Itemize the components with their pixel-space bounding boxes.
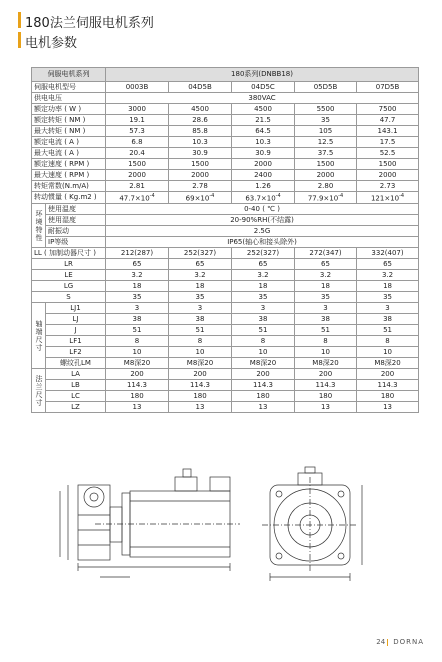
value-cell: 21.5 — [232, 115, 295, 126]
inertia-base: 77.9×10 — [307, 194, 339, 203]
row-label: 额定转矩 ( NM ) — [32, 115, 106, 126]
table-row — [32, 126, 419, 137]
value-cell: 38 — [106, 314, 169, 325]
table-row — [32, 248, 419, 259]
env-value-cell: 20-90%RH(不结露) — [106, 215, 419, 226]
value-cell: 3.2 — [295, 270, 357, 281]
value-cell: 8 — [295, 336, 357, 347]
value-cell: 114.3 — [232, 380, 295, 391]
table-row — [32, 137, 419, 148]
value-cell: 3 — [169, 303, 232, 314]
value-cell: 65 — [106, 259, 169, 270]
table-row — [32, 181, 419, 192]
value-cell: 35 — [106, 292, 169, 303]
value-cell: 57.3 — [106, 126, 169, 137]
row-label: LC — [46, 391, 106, 402]
value-cell: 18 — [106, 281, 169, 292]
value-cell: 1.26 — [232, 181, 295, 192]
inertia-exponent: -4 — [275, 193, 281, 199]
value-cell: 85.8 — [169, 126, 232, 137]
inertia-cell — [295, 192, 357, 204]
value-cell: 2000 — [357, 170, 419, 181]
value-cell: 64.5 — [232, 126, 295, 137]
row-label: 伺服电机型号 — [32, 82, 106, 93]
value-cell: 38 — [357, 314, 419, 325]
value-cell: 180 — [106, 391, 169, 402]
model-cell: 05D5B — [295, 82, 357, 93]
value-cell: 252(327) — [169, 248, 232, 259]
value-cell: 105 — [295, 126, 357, 137]
value-cell: 252(327) — [232, 248, 295, 259]
row-label: LG — [32, 281, 106, 292]
value-cell: 13 — [169, 402, 232, 413]
value-cell: 1500 — [295, 159, 357, 170]
value-cell: 65 — [295, 259, 357, 270]
value-cell: 200 — [357, 369, 419, 380]
row-label: LF1 — [46, 336, 106, 347]
table-row — [32, 369, 419, 380]
value-cell: 18 — [357, 281, 419, 292]
value-cell: 38 — [169, 314, 232, 325]
side-view — [60, 469, 240, 577]
value-cell: 35 — [357, 292, 419, 303]
value-cell: 3000 — [106, 104, 169, 115]
table-row — [32, 115, 419, 126]
table-row — [32, 303, 419, 314]
env-value-cell: 2.5G — [106, 226, 419, 237]
inertia-cell — [169, 192, 232, 204]
series-header-label: 伺服电机系列 — [32, 68, 106, 82]
inertia-exponent: -4 — [209, 193, 215, 199]
table-row — [32, 93, 419, 104]
value-cell: 3.2 — [232, 270, 295, 281]
value-cell: 52.5 — [357, 148, 419, 159]
value-cell: M8深20 — [295, 358, 357, 369]
subtitle-accent-bar — [18, 32, 21, 48]
value-cell: 2400 — [232, 170, 295, 181]
value-cell: 3 — [232, 303, 295, 314]
env-value-cell: IP65(轴心和接头除外) — [106, 237, 419, 248]
value-cell: 10 — [169, 347, 232, 358]
value-cell: 2000 — [106, 170, 169, 181]
value-cell: 114.3 — [357, 380, 419, 391]
row-label: LB — [46, 380, 106, 391]
value-cell: 65 — [357, 259, 419, 270]
value-cell: 200 — [232, 369, 295, 380]
row-label: LJ — [46, 314, 106, 325]
row-label: LA — [46, 369, 106, 380]
table-row — [32, 270, 419, 281]
value-cell: 51 — [106, 325, 169, 336]
inertia-cell — [106, 192, 169, 204]
table-row — [32, 226, 419, 237]
value-cell: 4500 — [232, 104, 295, 115]
value-cell: 143.1 — [357, 126, 419, 137]
value-cell: 180 — [232, 391, 295, 402]
value-cell: 3 — [106, 303, 169, 314]
table-row — [32, 391, 419, 402]
inertia-cell — [232, 192, 295, 204]
value-cell: 332(407) — [357, 248, 419, 259]
table-row — [32, 237, 419, 248]
row-label: 额定电流 ( A ) — [32, 137, 106, 148]
env-value-cell: 0-40 ( ℃ ) — [106, 204, 419, 215]
value-cell: 114.3 — [106, 380, 169, 391]
table-row — [32, 380, 419, 391]
value-cell: 65 — [232, 259, 295, 270]
row-label: 耐振动 — [46, 226, 106, 237]
value-cell: M8深20 — [232, 358, 295, 369]
value-cell: 114.3 — [169, 380, 232, 391]
series-name: 180系列(DNBB18) — [106, 68, 419, 82]
value-cell: 180 — [169, 391, 232, 402]
value-cell: 180 — [295, 391, 357, 402]
table-row — [32, 215, 419, 226]
value-cell: 2.73 — [357, 181, 419, 192]
value-cell: 10 — [106, 347, 169, 358]
value-cell: 8 — [357, 336, 419, 347]
row-label: 转矩常数(N.m/A) — [32, 181, 106, 192]
table-row — [32, 292, 419, 303]
value-cell: 37.5 — [295, 148, 357, 159]
value-cell: 2.78 — [169, 181, 232, 192]
row-label: 供电电压 — [32, 93, 106, 104]
value-cell: 19.1 — [106, 115, 169, 126]
value-cell: 10.3 — [169, 137, 232, 148]
value-cell: 10 — [232, 347, 295, 358]
table-row — [32, 170, 419, 181]
value-cell: 8 — [106, 336, 169, 347]
voltage-cell: 380VAC — [106, 93, 419, 104]
row-label: LJ1 — [46, 303, 106, 314]
table-row — [32, 259, 419, 270]
value-cell: 10 — [357, 347, 419, 358]
motor-dimension-drawing — [0, 455, 442, 605]
inertia-exponent: -4 — [399, 193, 405, 199]
row-label: LF2 — [46, 347, 106, 358]
row-label: 使用湿度 — [46, 215, 106, 226]
row-label: LZ — [46, 402, 106, 413]
value-cell: 212(287) — [106, 248, 169, 259]
value-cell: 65 — [169, 259, 232, 270]
shaft-group-label: 轴端尺寸 — [32, 303, 46, 369]
table-row — [32, 358, 419, 369]
page-footer — [376, 638, 424, 646]
table-row — [32, 336, 419, 347]
value-cell: 35 — [232, 292, 295, 303]
table-row — [32, 347, 419, 358]
value-cell: 7500 — [357, 104, 419, 115]
row-label: IP等级 — [46, 237, 106, 248]
value-cell: 12.5 — [295, 137, 357, 148]
table-row — [32, 82, 419, 93]
value-cell: 47.7 — [357, 115, 419, 126]
row-label: 螺纹孔LM — [46, 358, 106, 369]
value-cell: 17.5 — [357, 137, 419, 148]
table-row — [32, 281, 419, 292]
row-label: LE — [32, 270, 106, 281]
value-cell: 3 — [295, 303, 357, 314]
row-label: LL ( 加制动器尺寸 ) — [32, 248, 106, 259]
value-cell: 200 — [169, 369, 232, 380]
value-cell: 51 — [295, 325, 357, 336]
page-title: 180法兰伺服电机系列 — [25, 16, 154, 31]
table-row — [32, 192, 419, 204]
row-label: 最大电流 ( A ) — [32, 148, 106, 159]
motor-spec-table — [31, 67, 419, 413]
value-cell: 18 — [232, 281, 295, 292]
row-label: 使用温度 — [46, 204, 106, 215]
value-cell: 35 — [295, 115, 357, 126]
value-cell: 200 — [295, 369, 357, 380]
flange-group-label: 法兰尺寸 — [32, 369, 46, 413]
inertia-base: 69×10 — [185, 194, 210, 203]
value-cell: 180 — [357, 391, 419, 402]
value-cell: 51 — [357, 325, 419, 336]
value-cell: 1500 — [106, 159, 169, 170]
value-cell: 3 — [357, 303, 419, 314]
table-row — [32, 325, 419, 336]
value-cell: 38 — [295, 314, 357, 325]
value-cell: 4500 — [169, 104, 232, 115]
page-number: 24 — [376, 638, 386, 646]
table-row — [32, 159, 419, 170]
value-cell: 272(347) — [295, 248, 357, 259]
env-group-label: 环境特性 — [32, 204, 46, 248]
value-cell: 28.6 — [169, 115, 232, 126]
value-cell: 2000 — [295, 170, 357, 181]
value-cell: 5500 — [295, 104, 357, 115]
value-cell: 18 — [169, 281, 232, 292]
value-cell: 1500 — [169, 159, 232, 170]
table-row — [32, 148, 419, 159]
value-cell: 2.81 — [106, 181, 169, 192]
value-cell: 2000 — [169, 170, 232, 181]
value-cell: 13 — [232, 402, 295, 413]
value-cell: 35 — [169, 292, 232, 303]
value-cell: 51 — [169, 325, 232, 336]
front-view — [262, 467, 362, 581]
row-label: 最大速度 ( RPM ) — [32, 170, 106, 181]
model-cell: 04D5B — [169, 82, 232, 93]
row-label: 额定速度 ( RPM ) — [32, 159, 106, 170]
value-cell: 35 — [295, 292, 357, 303]
model-cell: 0003B — [106, 82, 169, 93]
value-cell: 3.2 — [106, 270, 169, 281]
row-label: S — [32, 292, 106, 303]
row-label: 最大转矩 ( NM ) — [32, 126, 106, 137]
table-row — [32, 402, 419, 413]
value-cell: 30.9 — [169, 148, 232, 159]
inertia-base: 63.7×10 — [245, 194, 276, 203]
value-cell: 10 — [295, 347, 357, 358]
row-label: J — [46, 325, 106, 336]
inertia-base: 121×10 — [370, 194, 400, 203]
value-cell: 30.9 — [232, 148, 295, 159]
value-cell: 2.80 — [295, 181, 357, 192]
inertia-base: 47.7×10 — [119, 194, 150, 203]
value-cell: 20.4 — [106, 148, 169, 159]
brand-name: DORNA — [393, 638, 424, 646]
row-label: 额定功率 ( W ) — [32, 104, 106, 115]
value-cell: 38 — [232, 314, 295, 325]
value-cell: 1500 — [357, 159, 419, 170]
model-cell: 04D5C — [232, 82, 295, 93]
value-cell: 200 — [106, 369, 169, 380]
value-cell: 6.8 — [106, 137, 169, 148]
value-cell: M8深20 — [106, 358, 169, 369]
value-cell: 10.3 — [232, 137, 295, 148]
value-cell: 8 — [169, 336, 232, 347]
value-cell: 3.2 — [169, 270, 232, 281]
footer-divider — [387, 639, 388, 646]
value-cell: 51 — [232, 325, 295, 336]
value-cell: 18 — [295, 281, 357, 292]
value-cell: 13 — [106, 402, 169, 413]
table-row — [32, 314, 419, 325]
table-row — [32, 104, 419, 115]
row-label: LR — [32, 259, 106, 270]
value-cell: 13 — [295, 402, 357, 413]
value-cell: M8深20 — [357, 358, 419, 369]
value-cell: 2000 — [232, 159, 295, 170]
inertia-cell — [357, 192, 419, 204]
model-cell: 07D5B — [357, 82, 419, 93]
value-cell: 8 — [232, 336, 295, 347]
inertia-exponent: -4 — [149, 193, 155, 199]
value-cell: 3.2 — [357, 270, 419, 281]
value-cell: 13 — [357, 402, 419, 413]
table-row — [32, 68, 419, 82]
page-subtitle: 电机参数 — [25, 36, 78, 51]
inertia-exponent: -4 — [338, 193, 344, 199]
value-cell: 114.3 — [295, 380, 357, 391]
title-accent-bar — [18, 12, 21, 28]
value-cell: M8深20 — [169, 358, 232, 369]
row-label: 转动惯量 ( Kg.m2 ) — [32, 192, 106, 204]
table-row — [32, 204, 419, 215]
